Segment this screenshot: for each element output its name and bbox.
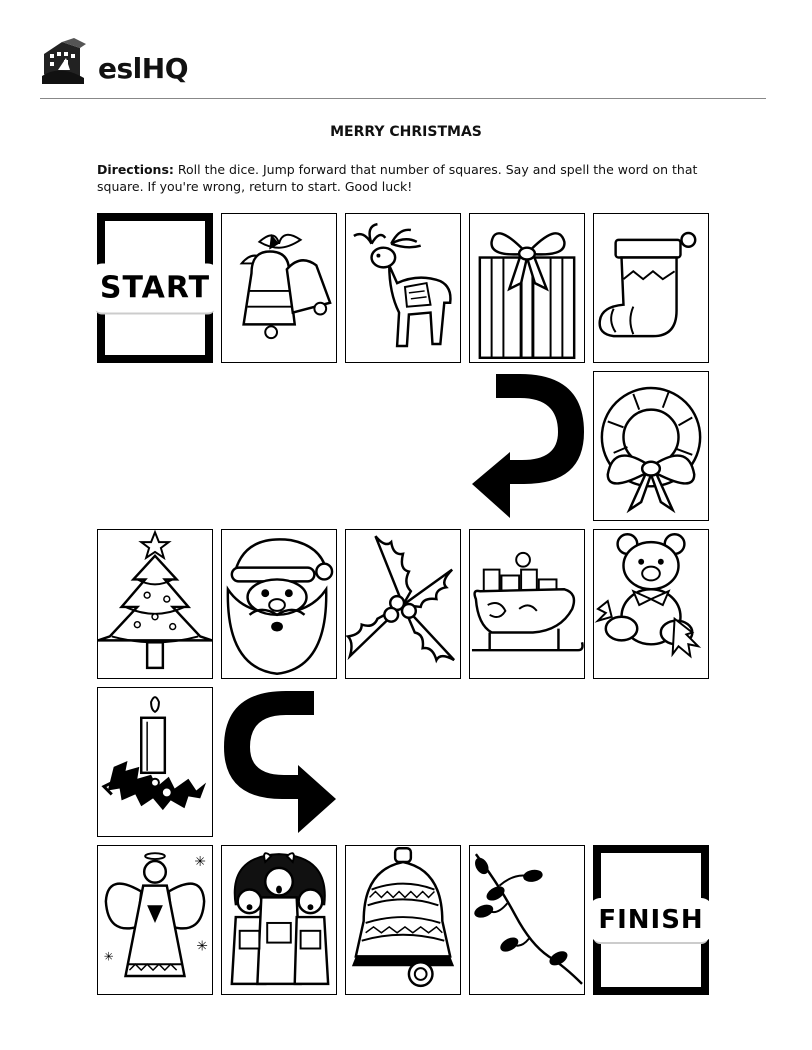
turn-arrow-icon: [470, 372, 586, 522]
path-arrow-down-right: [222, 689, 338, 839]
directions: [97, 161, 717, 195]
bells-square: [221, 213, 337, 363]
reindeer-icon: [346, 214, 460, 362]
gift-icon: [470, 214, 584, 362]
carolers-icon: [222, 846, 336, 994]
santa-icon: [222, 530, 336, 678]
finish-square: [593, 845, 709, 995]
directions-label: Directions:: [97, 162, 174, 177]
svg-text:✳: ✳: [103, 949, 114, 964]
lights-icon: [470, 846, 584, 994]
bells-icon: [222, 214, 336, 362]
start-square: [97, 213, 213, 363]
sleigh-square: [469, 529, 585, 679]
directions-text: Roll the dice. Jump forward that number of squares. Say and spell the word on that square. If you're wrong, return to start. Good luck!: [97, 162, 698, 194]
brand-name: eslHQ: [98, 52, 188, 85]
finish-label: FINISH: [592, 901, 709, 939]
start-label: START: [94, 267, 216, 310]
reindeer-square: [345, 213, 461, 363]
wreath-square: [593, 371, 709, 521]
christmas-tree-square: [97, 529, 213, 679]
svg-text:✳: ✳: [196, 938, 208, 955]
page-title: MERRY CHRISTMAS: [330, 124, 482, 140]
santa-square: [221, 529, 337, 679]
carolers-square: [221, 845, 337, 995]
gift-square: [469, 213, 585, 363]
angel-square: [97, 845, 213, 995]
building-logo-icon: [40, 34, 98, 90]
turn-arrow-icon-2: [222, 689, 338, 839]
holly-icon: [346, 530, 460, 678]
candle-icon: [98, 688, 212, 836]
bell-square: [345, 845, 461, 995]
path-arrow-down-left: [470, 372, 586, 522]
lights-square: [469, 845, 585, 995]
stocking-icon: [594, 214, 708, 362]
wreath-icon: [594, 372, 708, 520]
sleigh-icon: [470, 530, 584, 678]
candle-square: [97, 687, 213, 837]
header-divider: [40, 98, 766, 99]
christmas-tree-icon: [98, 530, 212, 678]
stocking-square: [593, 213, 709, 363]
holly-square: [345, 529, 461, 679]
svg-text:✳: ✳: [194, 853, 206, 870]
teddy-bear-square: [593, 529, 709, 679]
teddy-bear-icon: [594, 530, 708, 678]
bell-icon: [346, 846, 460, 994]
angel-icon: [98, 846, 212, 994]
